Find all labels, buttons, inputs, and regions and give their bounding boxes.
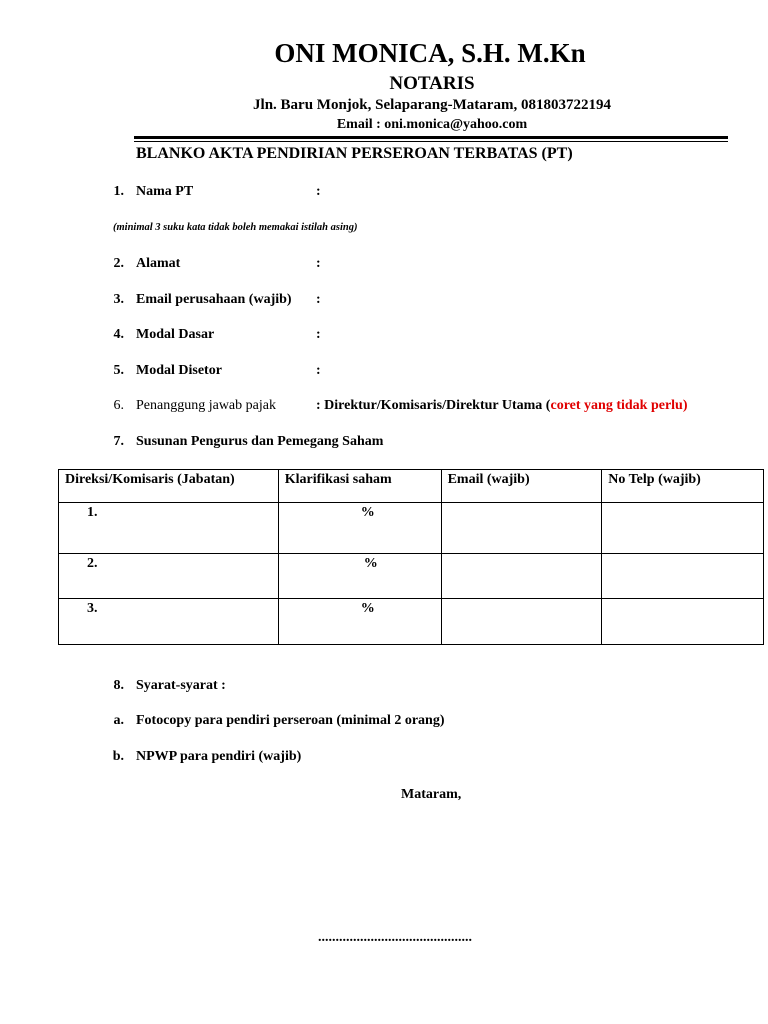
item-colon: :: [316, 184, 321, 199]
item-label: Modal Disetor: [136, 363, 222, 378]
row-number: 3.: [87, 601, 98, 616]
signature-line[interactable]: ............................................: [318, 930, 472, 945]
item-value: [316, 398, 688, 414]
item-number: 7.: [113, 434, 124, 449]
table-cell-saham[interactable]: [278, 554, 441, 599]
row-number: 2.: [87, 556, 98, 571]
item-number: 1.: [113, 184, 124, 199]
table-cell-email[interactable]: [441, 503, 602, 554]
item-colon: :: [316, 256, 321, 271]
percent-sign: %: [360, 601, 375, 616]
item-label: Modal Dasar: [136, 327, 215, 342]
notary-address: Jln. Baru Monjok, Selaparang-Mataram, 081803722194: [253, 97, 611, 113]
table-row: [59, 599, 764, 645]
item-colon: :: [316, 327, 321, 342]
item-number: 8.: [113, 678, 124, 693]
notary-name: ONI MONICA, S.H. M.Kn: [274, 38, 586, 68]
item-red-note: coret yang tidak perlu): [550, 398, 688, 413]
table-row: [59, 554, 764, 599]
item-label: Email perusahaan (wajib): [136, 292, 292, 307]
item-number: 6.: [113, 398, 124, 413]
shareholder-table: [58, 469, 764, 645]
header-rule-thin: [134, 141, 728, 142]
table-cell-saham[interactable]: [278, 599, 441, 645]
table-header-cell: No Telp (wajib): [602, 470, 764, 503]
table-cell-telp[interactable]: [602, 554, 764, 599]
header-rule-thick: [134, 136, 728, 139]
item-label: Susunan Pengurus dan Pemegang Saham: [136, 434, 384, 449]
item-value-text: : Direktur/Komisaris/Direktur Utama (: [316, 398, 551, 413]
table-cell-saham[interactable]: [278, 503, 441, 554]
table-cell-telp[interactable]: [602, 503, 764, 554]
item-label: Alamat: [136, 256, 181, 271]
table-row: [59, 503, 764, 554]
table-cell-jabatan[interactable]: [59, 503, 279, 554]
percent-sign: %: [360, 505, 375, 520]
nama-pt-note: (minimal 3 suku kata tidak boleh memakai istilah asing): [113, 222, 358, 233]
table-cell-email[interactable]: [441, 599, 602, 645]
item-label: Nama PT: [136, 184, 194, 199]
percent-sign: %: [363, 556, 378, 571]
notary-email: Email : oni.monica@yahoo.com: [336, 117, 528, 132]
item-label: Syarat-syarat :: [136, 678, 226, 693]
table-cell-telp[interactable]: [602, 599, 764, 645]
item-label: NPWP para pendiri (wajib): [136, 749, 302, 764]
table-header-cell: Email (wajib): [441, 470, 602, 503]
item-label: Penanggung jawab pajak: [136, 398, 276, 413]
item-number: 4.: [113, 327, 124, 342]
item-colon: :: [316, 363, 321, 378]
table-header-cell: Direksi/Komisaris (Jabatan): [59, 470, 279, 503]
table-header-cell: Klarifikasi saham: [278, 470, 441, 503]
item-number: 2.: [113, 256, 124, 271]
place-date: Mataram,: [401, 787, 462, 802]
table-cell-jabatan[interactable]: [59, 554, 279, 599]
item-colon: :: [316, 292, 321, 307]
item-label: Fotocopy para pendiri perseroan (minimal 2 orang): [136, 713, 445, 728]
document-title: BLANKO AKTA PENDIRIAN PERSEROAN TERBATAS (PT): [136, 145, 573, 162]
row-number: 1.: [87, 505, 98, 520]
table-header-row: [59, 470, 764, 503]
item-mark: b.: [112, 749, 124, 764]
item-number: 3.: [113, 292, 124, 307]
item-number: 5.: [113, 363, 124, 378]
table-cell-email[interactable]: [441, 554, 602, 599]
table-cell-jabatan[interactable]: [59, 599, 279, 645]
notary-title: NOTARIS: [389, 73, 475, 94]
item-mark: a.: [113, 713, 124, 728]
